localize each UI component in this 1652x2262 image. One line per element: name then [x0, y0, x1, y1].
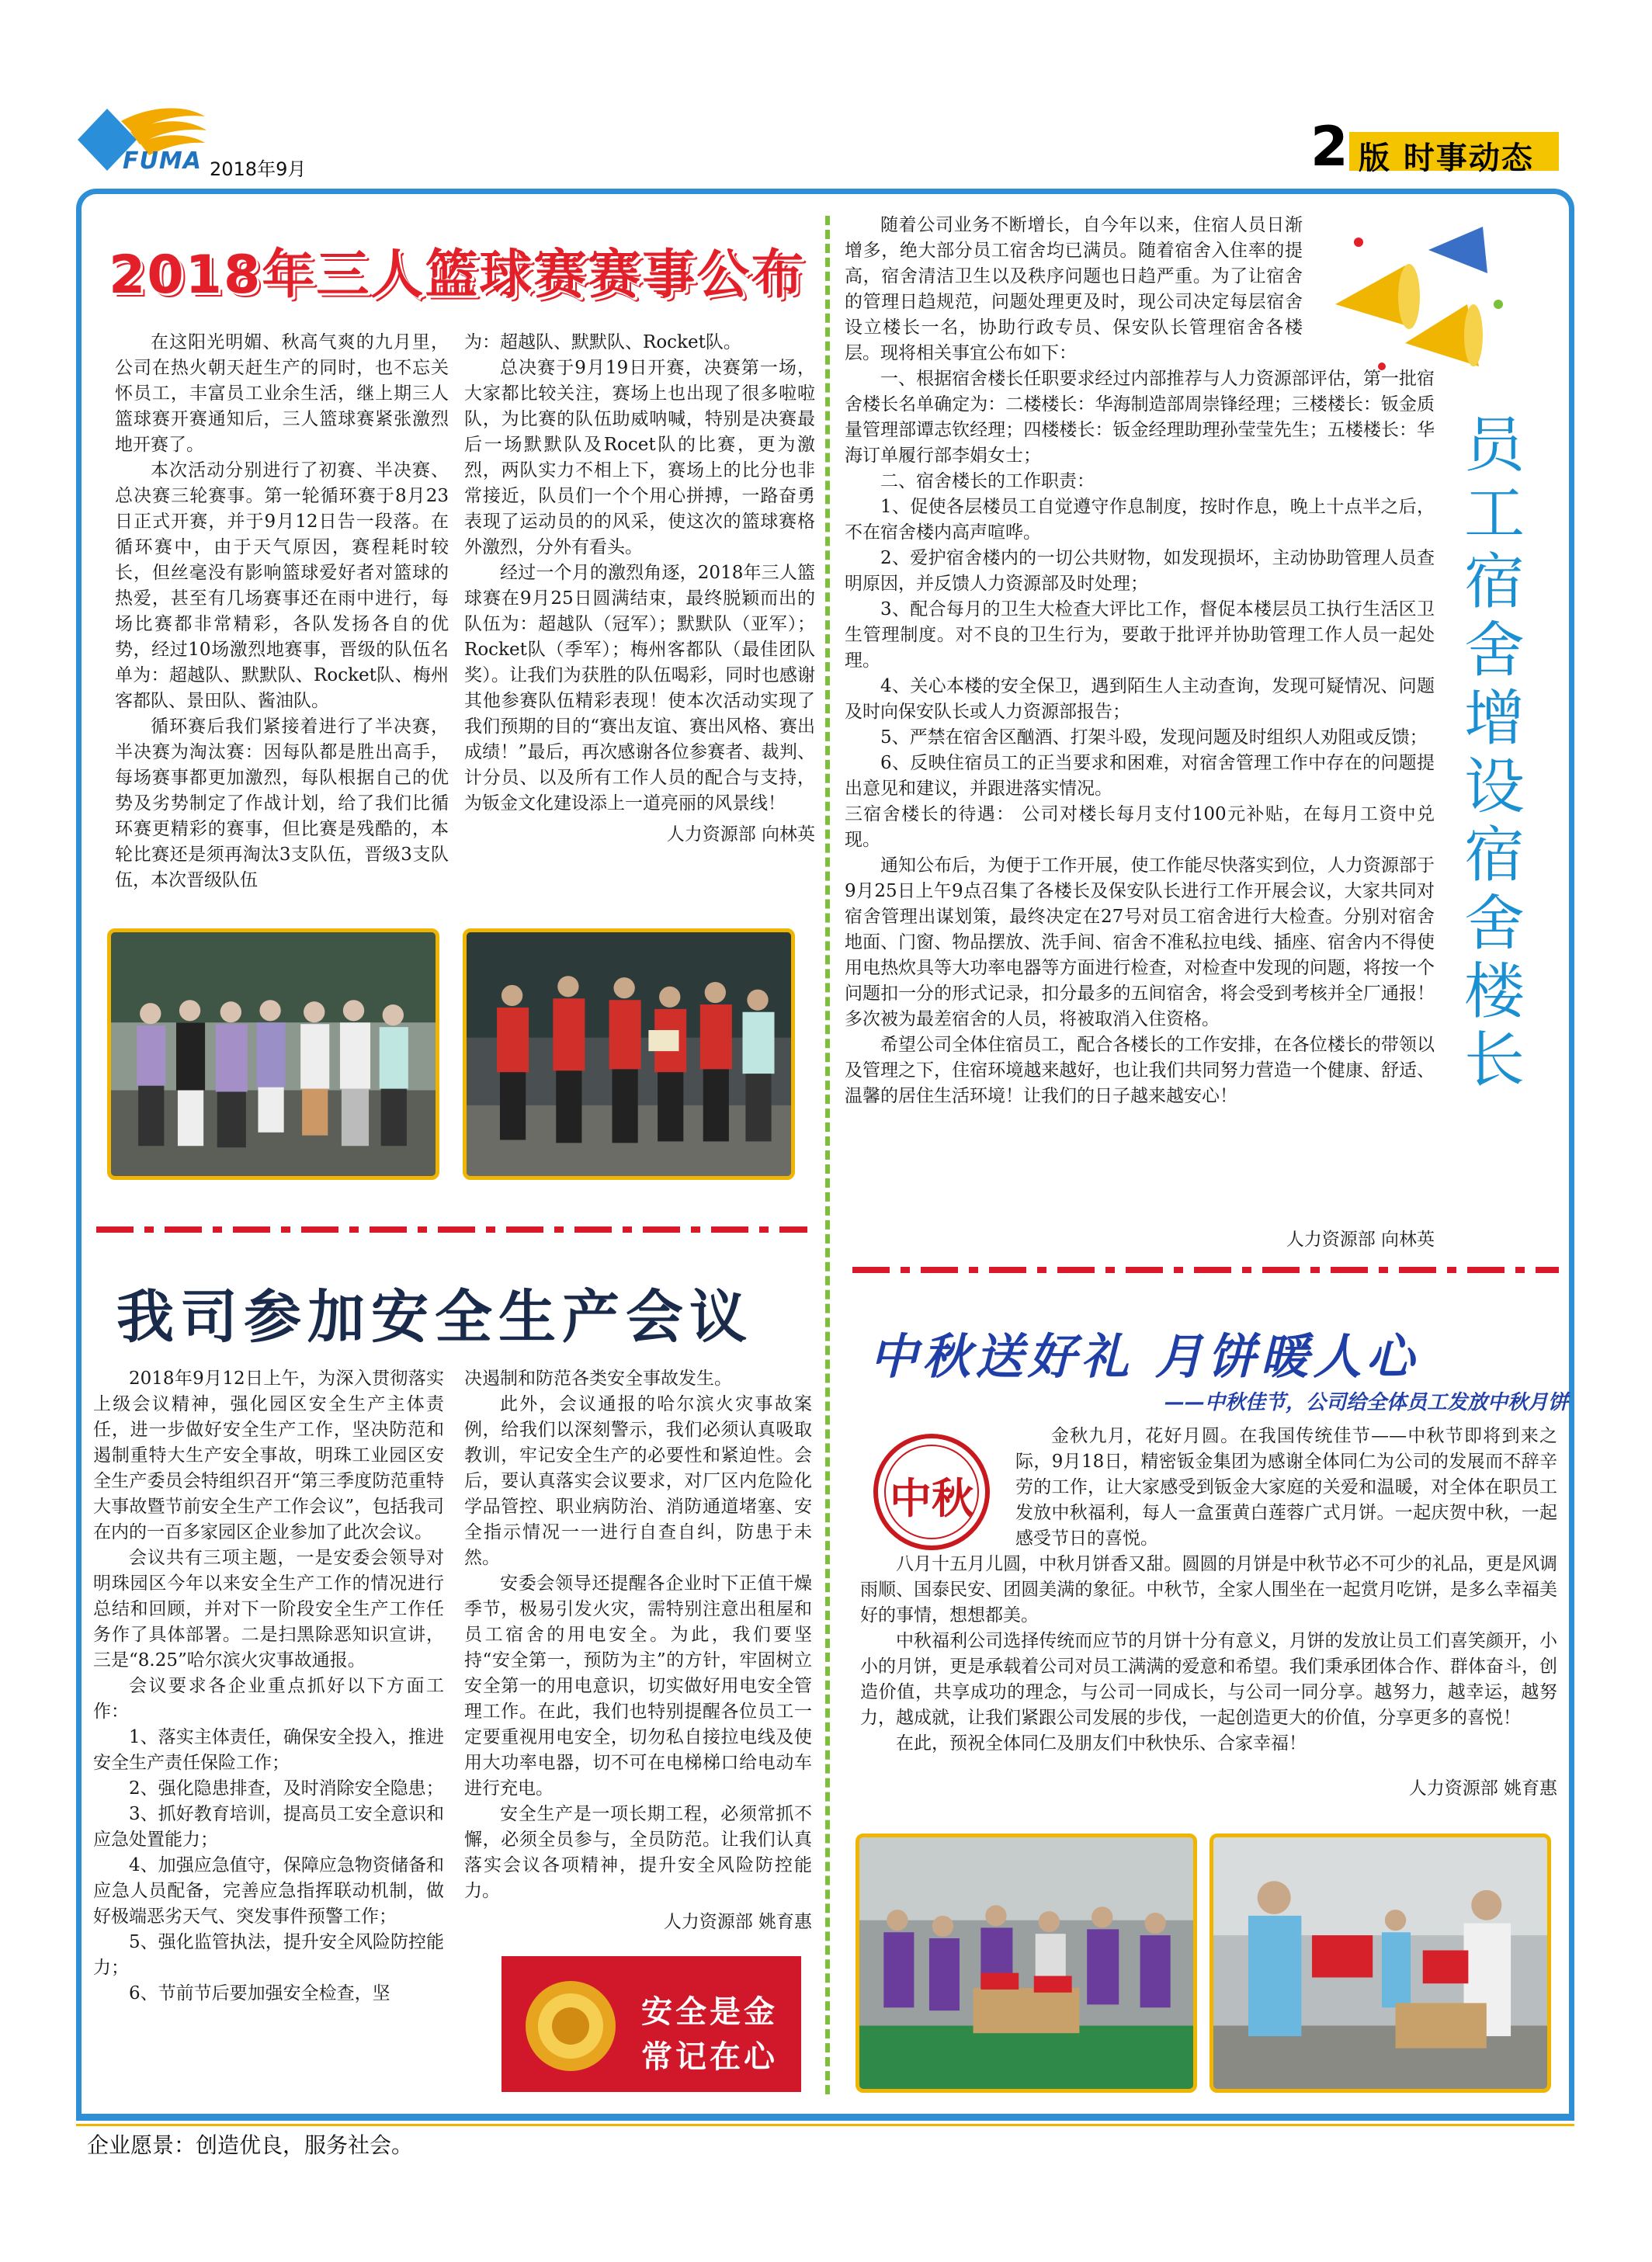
mooncake-photo-2 [1210, 1834, 1551, 2093]
basketball-paragraph: 本次活动分别进行了初赛、半决赛、总决赛三轮赛事。第一轮循环赛于8月23日正式开赛，并于9月12日告一段落。在循环赛中，由于天气原因，赛程耗时较长，但丝毫没有影响篮球爱好者对篮球的热爱，甚至有几场赛事还在雨中进行，每场比赛都非常精彩，各队发扬各自的优势，经过10场激烈地赛事，晋级的队伍名单为：超越队、默默队、Rocket队、梅州客都队、景田队、酱油队。 [115, 460, 449, 711]
safety-paragraph: 安委会领导还提醒各企业时下正值干燥季节，极易引发火灾，需特别注意出租屋和员工宿舍的用电安全。为此，我们要坚持“安全第一，预防为主”的方针，牢固树立安全第一的用电意识，切实做好用电安全管理工作。在此，我们也特别提醒各位员工一定要重视用电安全，切勿私自接拉电线及使用大功率电器，切不可在电梯梯口给电动车进行充电。 [464, 1573, 812, 1799]
safety-slogan-banner [502, 1956, 801, 2092]
dorm-list-item: 5、严禁在宿舍区酗酒、打架斗殴，发现问题及时组织人劝阻或反馈； [880, 727, 1428, 748]
safety-list-item: 6、节前节后要加强安全检查，坚 [129, 1983, 390, 2004]
safety-column-1 [93, 1366, 444, 2007]
midautumn-signature: 人力资源部 姚育惠 [1408, 1778, 1557, 1799]
dorm-paragraph: 通知公布后，为便于工作开展，使工作能尽快落实到位，人力资源部于9月25日上午9点召集了各楼长及保安队长进行工作开展会议，大家共同对宿舍管理出谋划策，最终决定在27号对员工宿舍进行大检查。分别对宿舍地面、门窗、物品摆放、洗手间、宿舍不准私拉电线、插座、宿舍内不得使用电热炊具等大功率电器等方面进行检查，对检查中发现的问题，将按一个问题扣一分的形式记录，扣分最多的五间宿舍，将会受到考核并全厂通报！多次被为最差宿舍的人员，将被取消入住资格。 [845, 855, 1435, 1029]
safety-list-item: 1、落实主体责任，确保安全投入，推进安全生产责任保险工作； [93, 1727, 444, 1773]
dorm-article-body [845, 213, 1435, 1109]
safety-paragraph: 2018年9月12日上午，为深入贯彻落实上级会议精神，强化园区安全生产主体责任，进一步做好安全生产工作，坚决防范和遏制重特大生产安全事故，明珠工业园区安全生产委员会特组织召开“第三季度防范重特大事故暨节前安全生产工作会议”，包括我司在内的一百多家园区企业参加了此次会议。 [93, 1369, 444, 1542]
page-number: 2 [1310, 115, 1348, 179]
safety-paragraph: 决遏制和防范各类安全事故发生。 [464, 1369, 732, 1389]
dorm-paragraph: 三宿舍楼长的待遇： 公司对楼长每月支付100元补贴，在每月工资中兑现。 [845, 804, 1435, 850]
dorm-list-item: 4、关心本楼的安全保卫，遇到陌生人主动查询，发现可疑情况、问题及时向保安队长或人力资源部报告； [845, 676, 1435, 722]
dorm-paragraph: 一、根据宿舍楼长任职要求经过内部推荐与人力资源部评估，第一批宿舍楼长名单确定为：二楼楼长：华海制造部周崇锋经理；三楼楼长：钣金质量管理部谭志钦经理；四楼楼长：钣金经理助理孙莹莹先生；五楼楼长：华海订单履行部李娟女士； [845, 369, 1435, 466]
basketball-signature: 人力资源部 向林英 [666, 824, 815, 845]
dorm-paragraph: 希望公司全体住宿员工，配合各楼长的工作安排，在各位楼长的带领以及管理之下，住宿环境越来越好，也让我们共同努力营造一个健康、舒适、温馨的居住生活环境！让我们的日子越来越安心！ [845, 1035, 1435, 1106]
mooncake-photo-1 [856, 1834, 1197, 2093]
midautumn-paragraph: 中秋福利公司选择传统而应节的月饼十分有意义，月饼的发放让员工们喜笑颜开，小小的月饼，更是承载着公司对员工满满的爱意和希望。我们秉承团体合作、群体奋斗，创造价值，共享成功的理念，与公司一同成长，与公司一同分享。越努力，越幸运，越努力，越成就，让我们紧跟公司发展的步伐，一起创造更大的价值，分享更多的喜悦！ [860, 1631, 1557, 1728]
basketball-photo-2 [463, 928, 795, 1180]
basketball-paragraph: 总决赛于9月19日开赛，决赛第一场，大家都比较关注，赛场上也出现了很多啦啦队，为比赛的队伍助威呐喊，特别是决赛最后一场默默队及Rocet队的比赛，更为激烈，两队实力不相上下，赛场上的比分也非常接近，队员们一个个用心拼搏，一路奋勇表现了运动员的的风采，使这次的篮球赛格外激烈，分外有看头。 [464, 358, 815, 557]
safety-slogan-line-2: 常记在心 [641, 2039, 778, 2075]
safety-slogan-line-1: 安全是金 [641, 1994, 778, 2030]
dorm-list-item: 3、配合每月的卫生大检查大评比工作，督促本楼层员工执行生活区卫生管理制度。对不良的卫生行为，要敢于批评并协助管理工作人员一起处理。 [845, 599, 1435, 671]
issue-date: 2018年9月 [210, 158, 307, 180]
page-frame-bottom-accent [76, 2124, 1574, 2126]
midautumn-paragraph: 在此，预祝全体同仁及朋友们中秋快乐、合家幸福！ [896, 1733, 1307, 1754]
mooncake-distribution-image [859, 1837, 1193, 2089]
basketball-column-1 [115, 330, 449, 893]
dorm-paragraph: 二、宿舍楼长的工作职责： [880, 471, 1095, 491]
basketball-paragraph: 循环赛后我们紧接着进行了半决赛，半决赛为淘汰赛：因每队都是胜出高手，每场赛事都更加激烈，每队根据自己的优势及劣势制定了作战计划，给了我们比循环赛更精彩的赛事，但比赛是残酷的，本轮比赛还是须再淘汰3支队伍，晋级3支队伍，本次晋级队伍 [115, 716, 449, 890]
safety-list-item: 2、强化隐患排查，及时消除安全隐患； [129, 1778, 444, 1799]
midautumn-article-title: 中秋送好礼 月饼暖人心 [869, 1328, 1419, 1385]
midautumn-article-body [860, 1424, 1557, 1799]
team-photo-image [111, 932, 436, 1176]
dorm-list-item: 1、促使各层楼员工自觉遵守作息制度，按时作息，晚上十点半之后，不在宿舍楼内高声喧哗。 [845, 497, 1435, 543]
mooncake-handover-image [1213, 1837, 1547, 2089]
midautumn-paragraph: 八月十五月儿圆，中秋月饼香又甜。圆圆的月饼是中秋节必不可少的礼品，更是风调雨顺、国泰民安、团圆美满的象征。中秋节，全家人围坐在一起赏月吃饼，是多么幸福美好的事情，想想都美。 [860, 1554, 1557, 1625]
midautumn-paragraph: 金秋九月，花好月圆。在我国传统佳节——中秋节即将到来之际，9月18日，精密钣金集团为感谢全体同仁为公司的发展而不辞辛劳的工作，让大家感受到钣金大家庭的关爱和温暖，对全体在职员工发放中秋福利，每人一盒蛋黄白莲蓉广式月饼。一起庆贺中秋，一起感受节日的喜悦。 [1015, 1426, 1557, 1549]
safety-column-2 [464, 1366, 812, 1933]
midautumn-article-subtitle: ——中秋佳节，公司给全体员工发放中秋月饼 [1164, 1391, 1568, 1414]
column-divider [825, 216, 830, 2094]
safety-paragraph: 安全生产是一项长期工程，必须常抓不懈，必须全员参与，全员防范。让我们认真落实会议各项精神，提升安全风险防控能力。 [464, 1804, 812, 1901]
basketball-column-2 [464, 330, 815, 845]
section-divider-rule [852, 1267, 1559, 1273]
basketball-paragraph: 经过一个月的激烈角逐，2018年三人篮球赛在9月25日圆满结束，最终脱颖而出的队伍为：超越队（冠军）；默默队（亚军）；Rocket队（季军）；梅州客都队（最佳团队奖）。让我们为获胜的队伍喝彩，同时也感谢其他参赛队伍精彩表现！使本次活动实现了我们预期的目的“赛出友谊、赛出风格、赛出成绩！”最后，再次感谢各位参赛者、裁判、计分员、以及所有工作人员的配合与支持，为钣金文化建设添上一道亮丽的风景线！ [464, 563, 815, 814]
dorm-article-title: 员工宿舍增设宿舍楼长 [1463, 411, 1525, 1095]
dorm-signature: 人力资源部 向林英 [1286, 1230, 1435, 1250]
safety-list-item: 4、加强应急值守，保障应急物资储备和应急人员配备，完善应急指挥联动机制，做好极端恶劣天气、突发事件预警工作； [93, 1855, 444, 1927]
page-section-label: 版 时事动态 [1359, 141, 1534, 176]
basketball-paragraph: 为：超越队、默默队、Rocket队。 [464, 332, 741, 352]
safety-list-item: 3、抓好教育培训，提高员工安全意识和应急处置能力； [93, 1804, 444, 1850]
page-frame-bottom [76, 2114, 1574, 2121]
safety-list-item: 5、强化监管执法，提升安全风险防控能力； [93, 1932, 444, 1978]
gold-emblem-icon [512, 1972, 629, 2080]
safety-paragraph: 会议要求各企业重点抓好以下方面工作： [93, 1676, 444, 1722]
section-divider-rule [96, 1226, 807, 1233]
basketball-paragraph: 在这阳光明媚、秋高气爽的九月里，公司在热火朝天赶生产的同时，也不忘关怀员工，丰富员工业余生活，继上期三人篮球赛开赛通知后，三人篮球赛紧张激烈地开赛了。 [115, 332, 449, 455]
basketball-photo-1 [107, 928, 439, 1180]
footer-motto: 企业愿景：创造优良，服务社会。 [87, 2132, 414, 2158]
award-photo-image [467, 932, 791, 1176]
basketball-article-title: 2018年三人篮球赛赛事公布 [109, 245, 806, 306]
safety-paragraph: 此外，会议通报的哈尔滨火灾事故案例，给我们以深刻警示，我们必须认真吸取教训，牢记安全生产的必要性和紧迫性。会后，要认真落实会议要求，对厂区内危险化学品管控、职业病防治、消防通道堵塞、安全指示情况一一进行自查自纠，防患于未然。 [464, 1394, 812, 1568]
logo-text: FUMA [123, 147, 202, 175]
dorm-paragraph: 随着公司业务不断增长，自今年以来，住宿人员日渐增多，绝大部分员工宿舍均已满员。随着宿舍入住率的提高，宿舍清洁卫生以及秩序问题也日趋严重。为了让宿舍的管理日趋规范，问题处理更及时，现公司决定每层宿舍设立楼长一名，协助行政专员、保安队长管理宿舍各楼层。现将相关事宜公布如下： [845, 215, 1303, 363]
dorm-list-item: 2、爱护宿舍楼内的一切公共财物，如发现损坏，主动协助管理人员查明原因，并反馈人力资源部及时处理； [845, 548, 1435, 594]
dorm-list-item: 6、反映住宿员工的正当要求和困难，对宿舍管理工作中存在的问题提出意见和建议，并跟进落实情况。 [845, 753, 1435, 799]
safety-signature: 人力资源部 姚育惠 [663, 1912, 812, 1932]
safety-article-title: 我司参加安全生产会议 [116, 1284, 753, 1351]
safety-paragraph: 会议共有三项主题，一是安委会领导对明珠园区今年以来安全生产工作的情况进行总结和回顾，并对下一阶段安全生产工作任务作了具体部署。二是扫黑除恶知识宣讲，三是“8.25”哈尔滨火灾事故通报。 [93, 1548, 444, 1670]
page-banner [1310, 115, 1559, 179]
midautumn-seal-text: 中秋 [890, 1473, 974, 1523]
